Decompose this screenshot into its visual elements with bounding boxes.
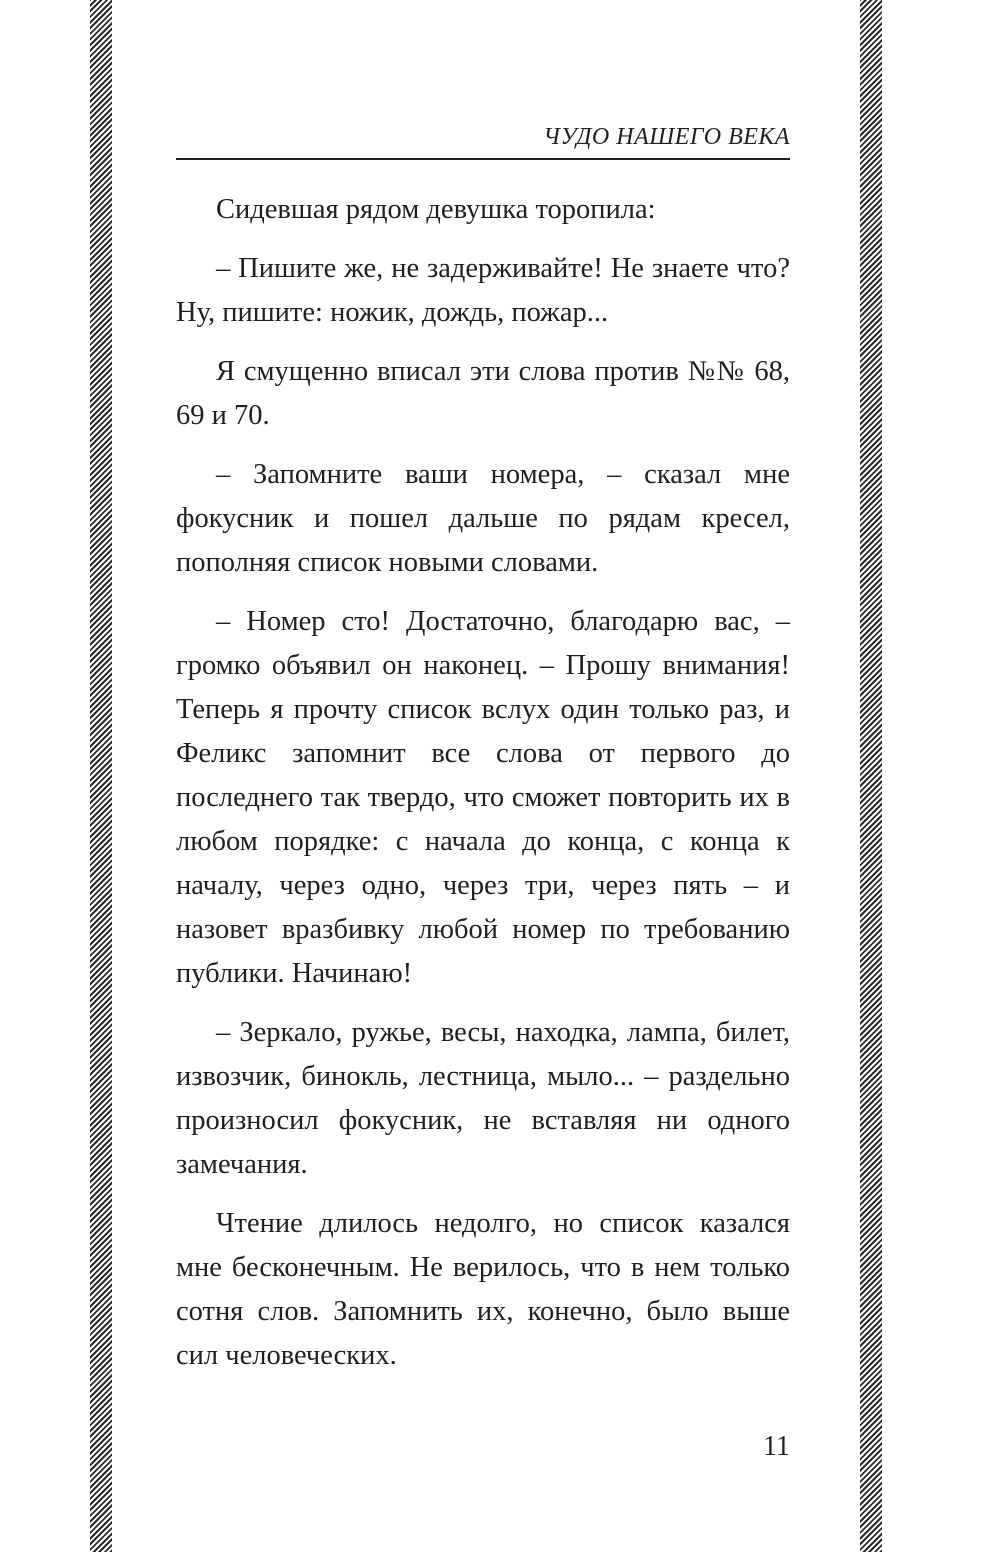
paragraph: – Пишите же, не задерживайте! Не знаете что? Ну, пишите: ножик, дождь, пожар... [176,253,790,328]
paragraph: – Зеркало, ружье, весы, находка, лампа, билет, извозчик, бинокль, лестница, мыло... – раздельно произносил фокусник, не вставляя ни одного замечания. [176,1017,790,1180]
running-title: ЧУДО НАШЕГО ВЕКА [543,124,790,150]
paragraph: – Номер сто! Достаточно, благодарю вас, – громко объявил он наконец. – Прошу внимания! Теперь я прочту список вслух один только раз, и Феликс запомнит все слова от первого до последнего так твердо, что сможет повторить их в любом порядке: с начала до конца, с конца к началу, через одно, через три, через пять – и назовет вразбивку любой номер по требованию публики. Начинаю! [176,606,790,989]
page-body [176,188,790,1393]
paragraph: Я смущенно вписал эти слова против №№ 68, 69 и 70. [176,356,790,431]
paragraph: Чтение длилось недолго, но список казался мне бесконечным. Не верилось, что в нем только сотня слов. Запомнить их, конечно, было выше сил человеческих. [176,1208,790,1371]
right-decorative-border [860,0,882,1552]
page-number: 11 [763,1431,790,1462]
left-decorative-border [90,0,112,1552]
paragraph: – Запомните ваши номера, – сказал мне фокусник и пошел дальше по рядам кресел, пополняя список новыми словами. [176,459,790,578]
paragraph: Сидевшая рядом девушка торопила: [216,194,656,225]
running-header [176,118,790,160]
